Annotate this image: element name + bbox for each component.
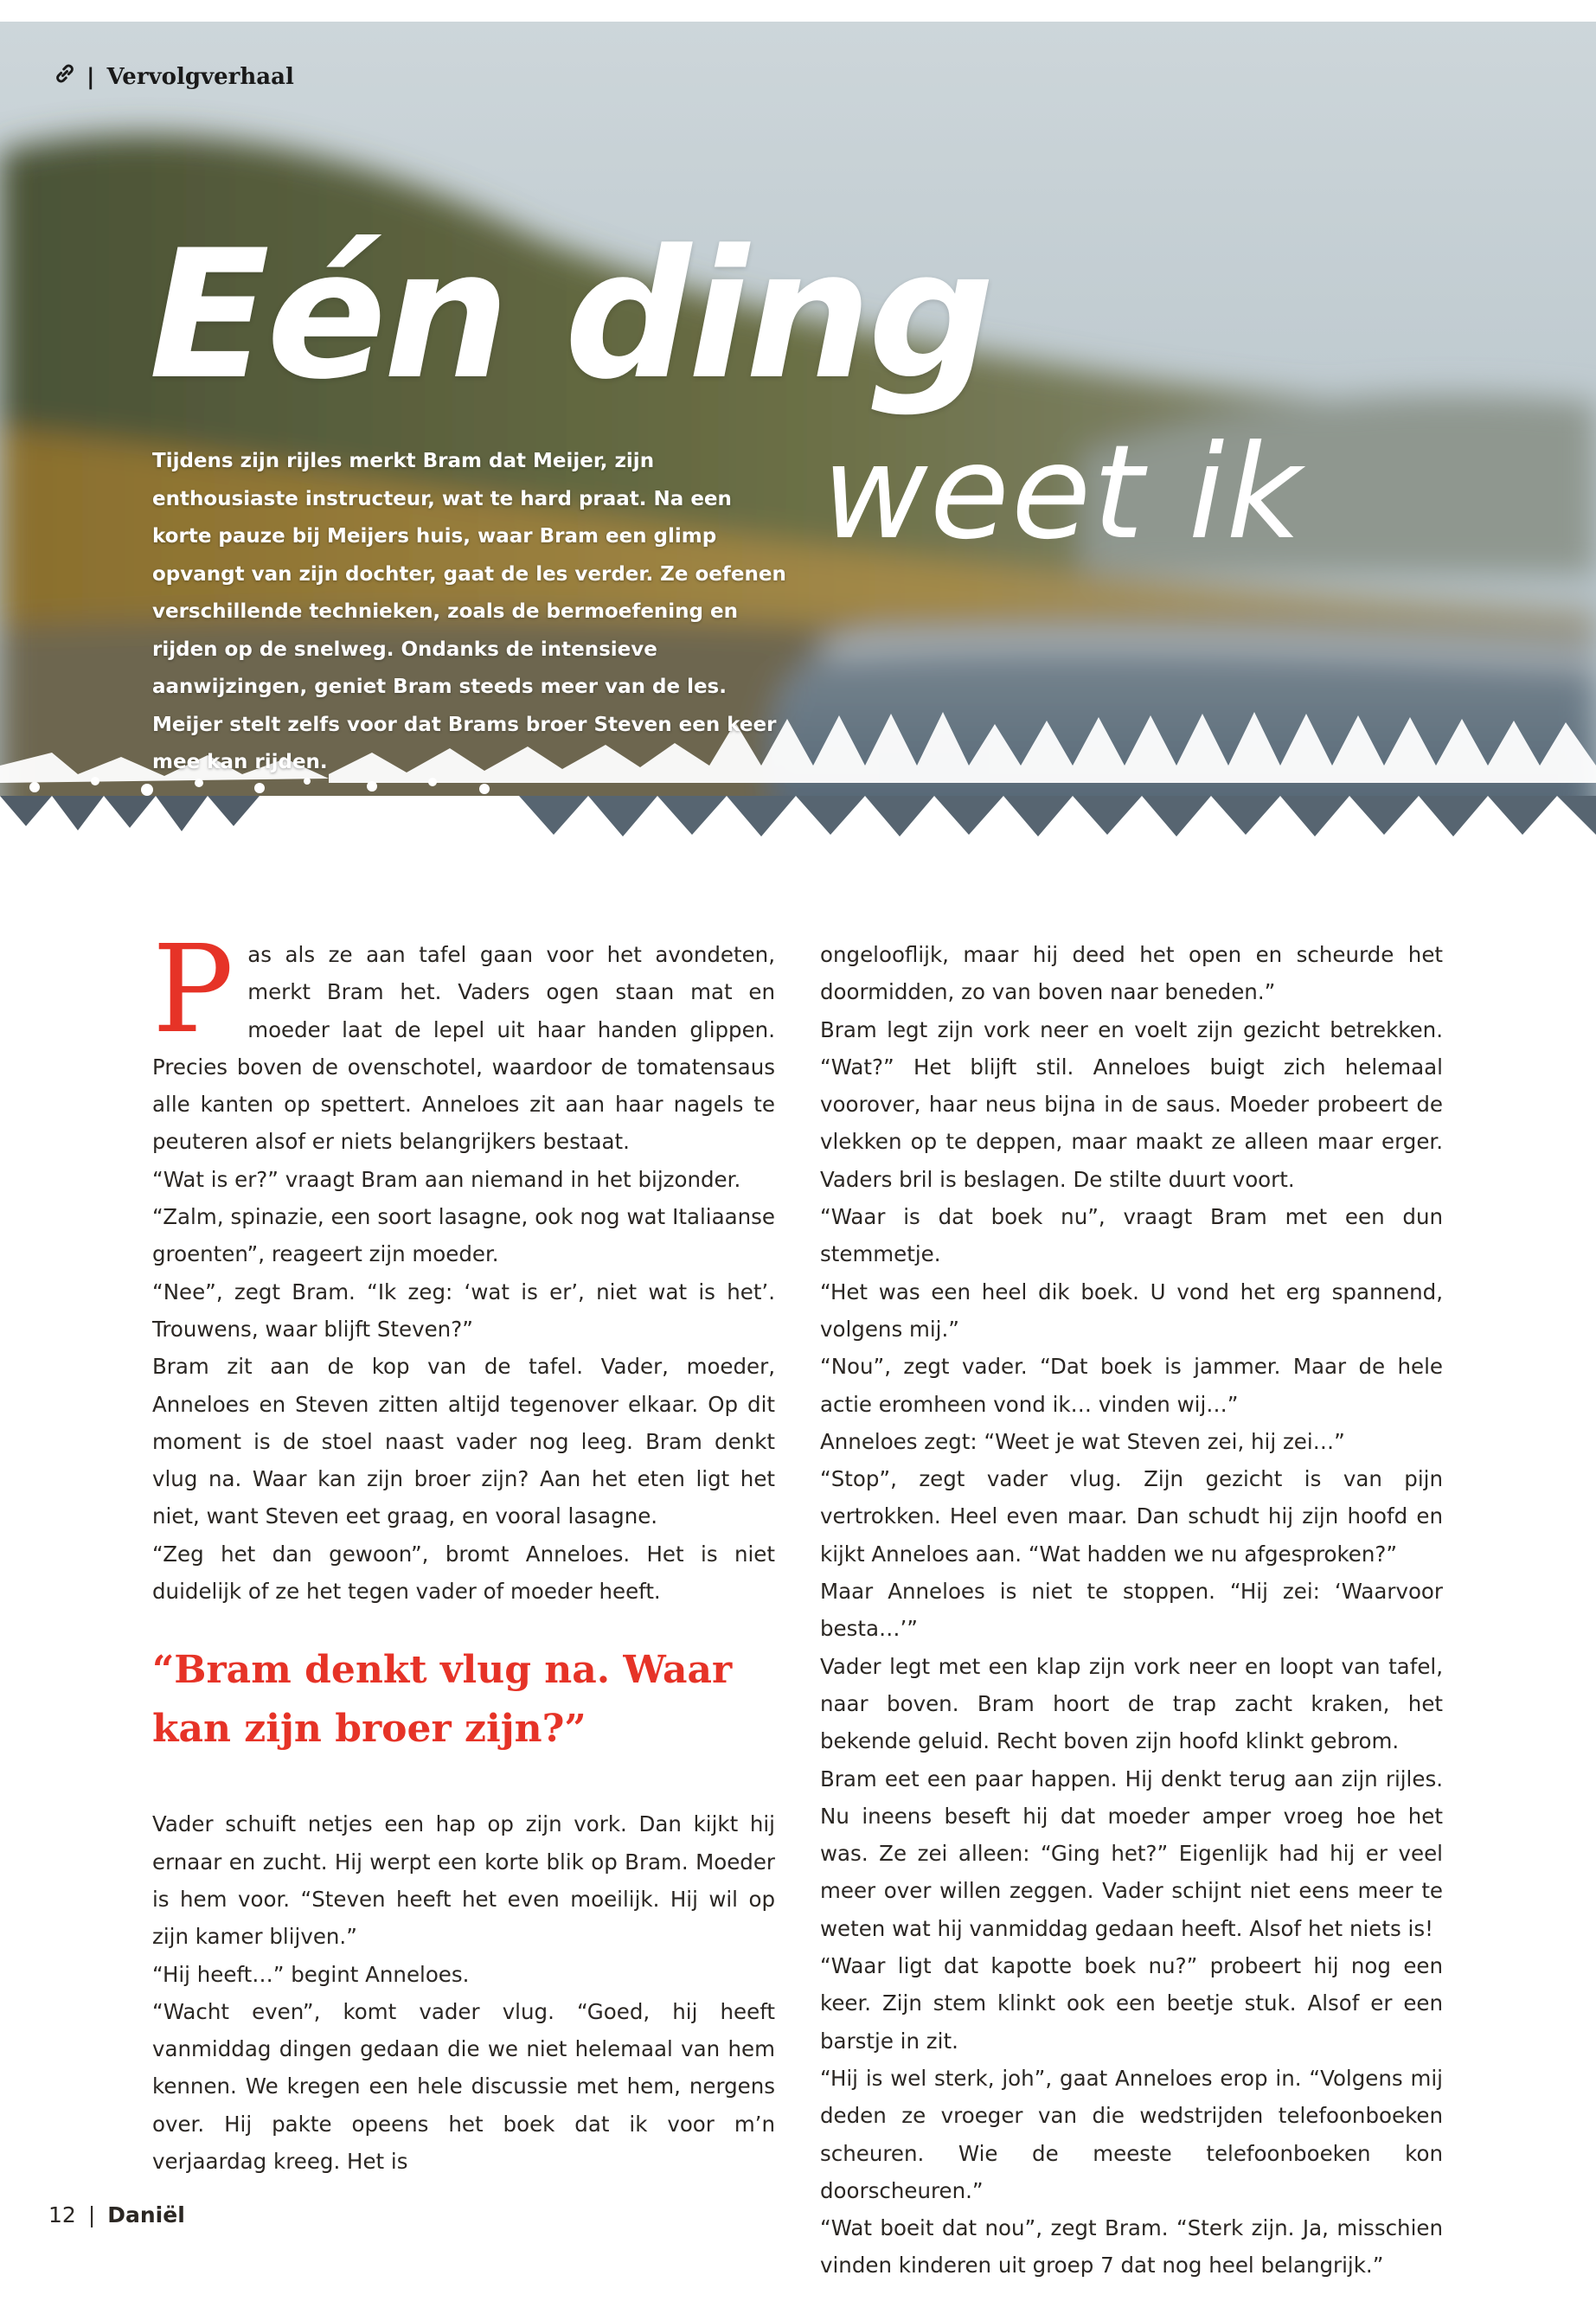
paragraph: “Waar is dat boek nu”, vraagt Bram met een dun stemmetje. xyxy=(820,1204,1443,1267)
magazine-name: Daniël xyxy=(107,2202,185,2227)
article-column-left xyxy=(152,920,775,2180)
paragraph: Bram zit aan de kop van de tafel. Vader, moeder, Anneloes en Steven zitten altijd tegenover elkaar. Op dit moment is de stoel naast vader nog leeg. Bram denkt vlug na. Waar kan zijn broer zijn? Aan het eten ligt het niet, want Steven eet graag, en vooral lasagne. xyxy=(152,1354,775,1529)
page-number: 12 xyxy=(48,2202,76,2227)
paragraph: “Nou”, zegt vader. “Dat boek is jammer. Maar de hele actie eromheen vond ik… vinden wij…” xyxy=(820,1354,1443,1417)
paragraph: “Hij is wel sterk, joh”, gaat Anneloes erop in. “Volgens mij deden ze vroeger van die wedstrijden telefoonboeken scheuren. Wie de meeste telefoonboeken kon doorscheuren.” xyxy=(820,2065,1443,2203)
paragraph: “Het was een heel dik boek. U vond het erg spannend, volgens mij.” xyxy=(820,1279,1443,1342)
paragraph: Vader schuift netjes een hap op zijn vork. Dan kijkt hij ernaar en zucht. Hij werpt een korte blik op Bram. Moeder is hem voor. “Steven heeft het even moeilijk. Hij wil op zijn kamer blijven.” xyxy=(152,1811,775,1950)
section-separator: | xyxy=(87,63,95,90)
paragraph: “Waar ligt dat kapotte boek nu?” probeert hij nog een keer. Zijn stem klinkt ook een beetje stuk. Alsof er een barstje in zit. xyxy=(820,1953,1443,2054)
paragraph: “Wat boeit dat nou”, zegt Bram. “Sterk zijn. Ja, misschien vinden kinderen uit groep 7 dat nog heel belangrijk.” xyxy=(820,2215,1443,2279)
article-title: Eén ding xyxy=(149,213,992,419)
paragraph: Vader legt met een klap zijn vork neer en loopt van tafel, naar boven. Bram hoort de trap zacht kraken, het bekende geluid. Recht boven zijn hoofd klinkt gebrom. xyxy=(820,1653,1443,1754)
link-icon xyxy=(52,61,78,93)
section-label xyxy=(52,61,294,93)
pull-quote: “Bram denkt vlug na. Waar kan zijn broer zijn?” xyxy=(152,1648,733,1752)
paragraph: “Stop”, zegt vader vlug. Zijn gezicht is van pijn vertrokken. Heel even maar. Dan schudt hij zijn hoofd en kijkt Anneloes aan. “Wat hadden we nu afgesproken?” xyxy=(820,1466,1443,1567)
section-title: Vervolgverhaal xyxy=(106,63,294,90)
paragraph: Bram legt zijn vork neer en voelt zijn gezicht betrekken. “Wat?” Het blijft stil. Anneloes buigt zich helemaal voorover, haar neus bijna in de saus. Moeder probeert de vlekken op te deppen, maar maakt ze alleen maar erger. Vaders bril is beslagen. De stilte duurt voort. xyxy=(820,1016,1443,1192)
paragraph: Pas als ze aan tafel gaan voor het avondeten, merkt Bram het. Vaders ogen staan mat en moeder laat de lepel uit haar handen glippen. Precies boven de ovenschotel, waardoor de tomatensaus alle kanten op spettert. Anneloes zit aan haar nagels te peuteren alsof er niets belangrijkers bestaat. xyxy=(152,920,775,1155)
paragraph: “Zalm, spinazie, een soort lasagne, ook nog wat Italiaanse groenten”, reageert zijn moeder. xyxy=(152,1204,775,1267)
hero-banner xyxy=(0,22,1596,848)
paragraph: “Wat is er?” vraagt Bram aan niemand in het bijzonder. xyxy=(152,1166,741,1192)
footer-separator: | xyxy=(87,2202,96,2227)
article-column-right xyxy=(820,936,1443,2285)
article-intro: Tijdens zijn rijles merkt Bram dat Meijer, zijn enthousiaste instructeur, wat te hard praat. Na een korte pauze bij Meijers huis, waar Bram een glimp opvangt van zijn dochter, gaat de les verder. Ze oefenen verschillende technieken, zoals de bermoefening en rijden op de snelweg. Ondanks de intensieve aanwijzingen, geniet Bram steeds meer van de les. Meijer stelt zelfs voor dat Brams broer Steven een keer mee kan rijden. xyxy=(152,450,786,773)
paragraph: “Hij heeft…” begint Anneloes. xyxy=(152,1961,470,1987)
paragraph: “Wacht even”, komt vader vlug. “Goed, hij heeft vanmiddag dingen gedaan die we niet helemaal van hem kennen. We kregen een hele discussie met hem, nergens over. Hij pakte opeens het boek dat ik voor m’n verjaardag kreeg. Het is xyxy=(152,1998,775,2175)
article-subtitle: weet ik xyxy=(822,418,1304,568)
drop-cap: P xyxy=(152,920,234,1061)
paragraph: “Nee”, zegt Bram. “Ik zeg: ‘wat is er’, niet wat is het’. Trouwens, waar blijft Steven?” xyxy=(152,1279,775,1342)
paragraph: ongelooflijk, maar hij deed het open en scheurde het doormidden, zo van boven naar beneden.” xyxy=(820,942,1443,1005)
paragraph: Maar Anneloes is niet te stoppen. “Hij zei: ‘Waarvoor besta…’” xyxy=(820,1579,1443,1642)
paragraph: Anneloes zegt: “Weet je wat Steven zei, hij zei…” xyxy=(820,1428,1345,1454)
paragraph: Bram eet een paar happen. Hij denkt terug aan zijn rijles. Nu ineens beseft hij dat moeder amper vroeg hoe het was. Ze zei alleen: “Ging het?” Eigenlijk had hij er veel meer over willen zeggen. Vader schijnt niet eens meer te weten wat hij vanmiddag gedaan heeft. Alsof het niets is! xyxy=(820,1766,1443,1941)
paragraph: “Zeg het dan gewoon”, bromt Anneloes. Het is niet duidelijk of ze het tegen vader of moeder heeft. xyxy=(152,1541,775,1605)
page-footer xyxy=(48,2202,185,2227)
